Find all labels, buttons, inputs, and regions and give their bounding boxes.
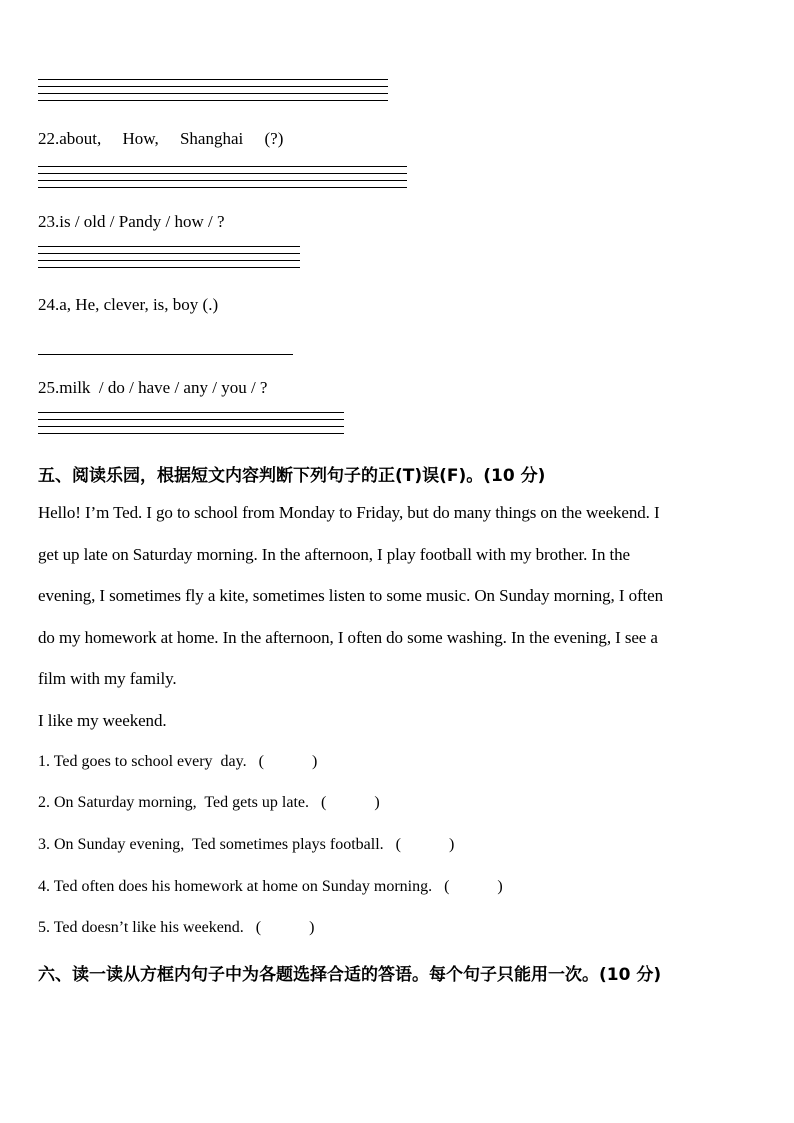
passage-line: film with my family.	[38, 669, 177, 688]
answer-lines-25	[38, 412, 344, 440]
section-5-heading: 五、阅读乐园，根据短文内容判断下列句子的正(T)误(F)。(10 分)	[38, 466, 546, 486]
section-6-heading: 六、读一读从方框内句子中为各题选择合适的答语。每个句子只能用一次。(10 分)	[38, 965, 662, 985]
passage-line: Hello! I’m Ted. I go to school from Monday to Friday, but do many things on the weekend. I	[38, 503, 660, 522]
tf-item-4: 4. Ted often does his homework at home on Sunday morning. ( )	[38, 878, 503, 895]
question-24: 24.a, He, clever, is, boy (.)	[38, 295, 219, 314]
passage-line: I like my weekend.	[38, 711, 167, 730]
tf-item-1: 1. Ted goes to school every day. ( )	[38, 753, 318, 770]
tf-item-2: 2. On Saturday morning, Ted gets up late. ( )	[38, 794, 380, 811]
tf-item-5: 5. Ted doesn’t like his weekend. ( )	[38, 919, 315, 936]
question-23: 23.is / old / Pandy / how / ?	[38, 212, 225, 231]
tf-item-3: 3. On Sunday evening, Ted sometimes plays football. ( )	[38, 836, 455, 853]
answer-lines-22	[38, 166, 407, 194]
passage-line: evening, I sometimes fly a kite, sometimes listen to some music. On Sunday morning, I often	[38, 586, 663, 605]
question-22: 22.about, How, Shanghai (?)	[38, 129, 284, 148]
answer-line-24	[38, 354, 293, 361]
passage-line: do my homework at home. In the afternoon, I often do some washing. In the evening, I see a	[38, 628, 658, 647]
answer-lines-21	[38, 79, 388, 107]
answer-lines-23	[38, 246, 300, 274]
question-25: 25.milk / do / have / any / you / ?	[38, 378, 268, 397]
passage-line: get up late on Saturday morning. In the afternoon, I play football with my brother. In the	[38, 545, 630, 564]
